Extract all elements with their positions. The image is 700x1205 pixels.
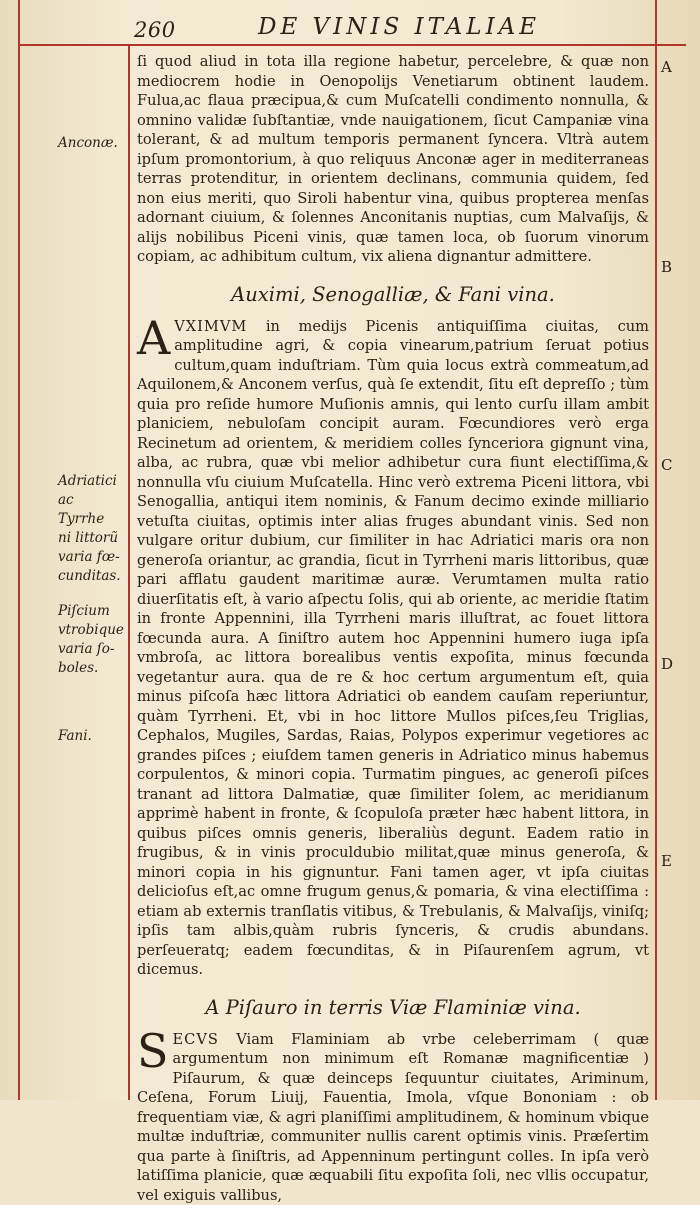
margin-note-fani: Fani. — [58, 727, 124, 746]
drop-cap-s: S — [137, 1032, 169, 1070]
section-letter-a: A — [661, 58, 672, 76]
paragraph-continuation: ſi quod aliud in tota illa regione habetur, percelebre, & quæ non mediocrem hodie in Oenopolijs Venetiarum obtinent laudem. Fulua,ac flaua præcipua,& cum Muſcatelli condimento nonnulla, & omnino validæ ſubſtantiæ, vnde nauigationem, ſicut Campaniæ vina tolerant, & ad multum temporis permanent ſyncera. Vltrà autem ipſum promontorium, à quo reliquus Anconæ ager in mediterraneas terras protenditur, in orientem declinans, communia quidem, ſed non eius meriti, quo Siroli habentur vina, quibus propterea menſas adornant ciuium, & ſolennes Anconitanis nuptias, cum Malvaſijs, & alijs nobilibus Piceni vinis, quæ tamen loca, ob ſuorum vinorum copiam, ac adhibitum cultum, vix aliena dignantur admittere. — [137, 52, 649, 267]
section-heading-auximi: Auximi, Senogalliæ, & Fani vina. — [137, 283, 649, 307]
margin-note-adriatici: Adriatici ac Tyrrhe ni littorũ varia fœ- cunditas. — [58, 472, 124, 586]
paragraph-secus — [137, 1030, 649, 1205]
lead-word: VXIMVM — [174, 318, 247, 335]
page-number: 260 — [134, 18, 176, 42]
section-letter-b: B — [661, 258, 672, 276]
right-border-rule — [655, 0, 657, 1100]
margin-rule — [128, 44, 130, 1100]
lead-word: ECVS — [173, 1031, 219, 1048]
left-border-rule — [18, 0, 20, 1100]
paragraph-auximum — [137, 317, 649, 980]
running-head: DE VINIS ITALIAE — [258, 14, 540, 40]
header-rule — [18, 44, 686, 46]
margin-note-ancona: Anconæ. — [58, 134, 124, 153]
section-heading-pisauro: A Piſauro in terris Viæ Flaminiæ vina. — [137, 996, 649, 1020]
section-letter-c: C — [661, 456, 672, 474]
section-letter-e: E — [661, 852, 672, 870]
main-text-column — [137, 52, 649, 1205]
paragraph-body: in medijs Picenis antiquiſſima ciuitas, cum amplitudine agri, & copia vinearum,patrium ſeruat potius cultum,quam induſtriam. Tùm quia locus extrà commeatum,ad Aquilonem,& Anconem verſus, quà ſe extendit, ſitu eſt depreſſo ; tùm quia pro reſide humore Muſionis amnis, qui lento curſu illam ambit planiciem, nebuloſam concipit auram. Fœcundiores verò erga Recinetum ad orientem, & meridiem colles ſynceriora gignunt vina, alba, ac rubra, quæ vbi melior adhibetur cura fiunt electiſſima,& nonnulla vſu ciuium Muſcatella. Hinc verò extrema Piceni littora, vbi Senogallia, antiqui item nominis, & Fanum decimo exinde milliario vetuſta ciuitas, optimis inter alias fruges abundant vinis. Sed non vulgare oritur dubium, cur ſimiliter in hac Adriatici maris ora non generoſa oriantur, ac grandia, ſicut in Tyrrheni maris littoribus, quæ pari afflatu gaudent maritimæ auræ. Verumtamen multa ratio diuerſitatis eſt, à vario aſpectu ſolis, qui ab oriente, ac meridie ſtatim in fronte Appennini, illa Tyrrheni maris illuſtrat, ac fouet littora fœcunda aura. A ſiniſtro autem hoc Appennini humero iuga ipſa vmbroſa, ac littora borealibus ventis expoſita, minus fœcunda vegetantur aura. qua de re & hoc certum argumentum eſt, quia minus piſcoſa hæc littora Adriatici ob eandem cauſam reperiuntur, quàm Tyrrheni. Et, vbi in hoc littore Mullos piſces,ſeu Triglias, Cephalos, Mugiles, Sardas, Raias, Polypos experimur vegetiores ac grandes piſces ; eiuſdem tamen generis in Adriatico minus habemus corpulentos, & minori copia. Turmatim pingues, ac generoſi piſces tranant ad littora Dalmatiæ, quæ ſimiliter ſolem, ac meridianum apprimè habent in fronte, & ſcopuloſa præter hæc habent littora, in quibus piſces omnis generis, liberaliùs degunt. Eadem ratio in frugibus, & in vinis proculdubio militat,quæ minus generoſa, & minori copia in his gignuntur. Fani tamen ager, vt ipſa ciuitas delicioſus eſt,ac omne frugum genus,& pomaria, & vina electiſſima : etiam ab externis tranſlatis vitibus, & Trebulanis, & Malvaſijs, viniſq; ipſis tam albis,quàm rubris ſynceris, & crudis abundans. perſeueratq; eadem fœcunditas, & in Piſaurenſem agrum, vt dicemus. — [137, 318, 649, 979]
margin-note-piscium: Piſcium vtrobique varia ſo- boles. — [58, 602, 124, 678]
section-letter-d: D — [661, 655, 673, 673]
drop-cap-a: A — [137, 319, 170, 357]
paragraph-body: Viam Flaminiam ab vrbe celeberrimam ( quæ argumentum non minimum eſt Romanæ magnificentiæ ) Piſaurum, & quæ deinceps ſequuntur ciuitates, Ariminum, Ceſena, Forum Liuij, Fauentia, Imola, vſque Bononiam : ob frequentiam viæ, & agri planiſſimi amplitudinem, & hominum vbique multæ induſtriæ, communiter nullis carent optimis vinis. Præſertim qua parte à ſiniſtris, ad Appenninum pertingunt colles. In ipſa verò latiſſima planicie, quæ æquabili ſitu expoſita ſoli, nec vllis occupatur, vel exiguis vallibus, — [137, 1031, 649, 1204]
